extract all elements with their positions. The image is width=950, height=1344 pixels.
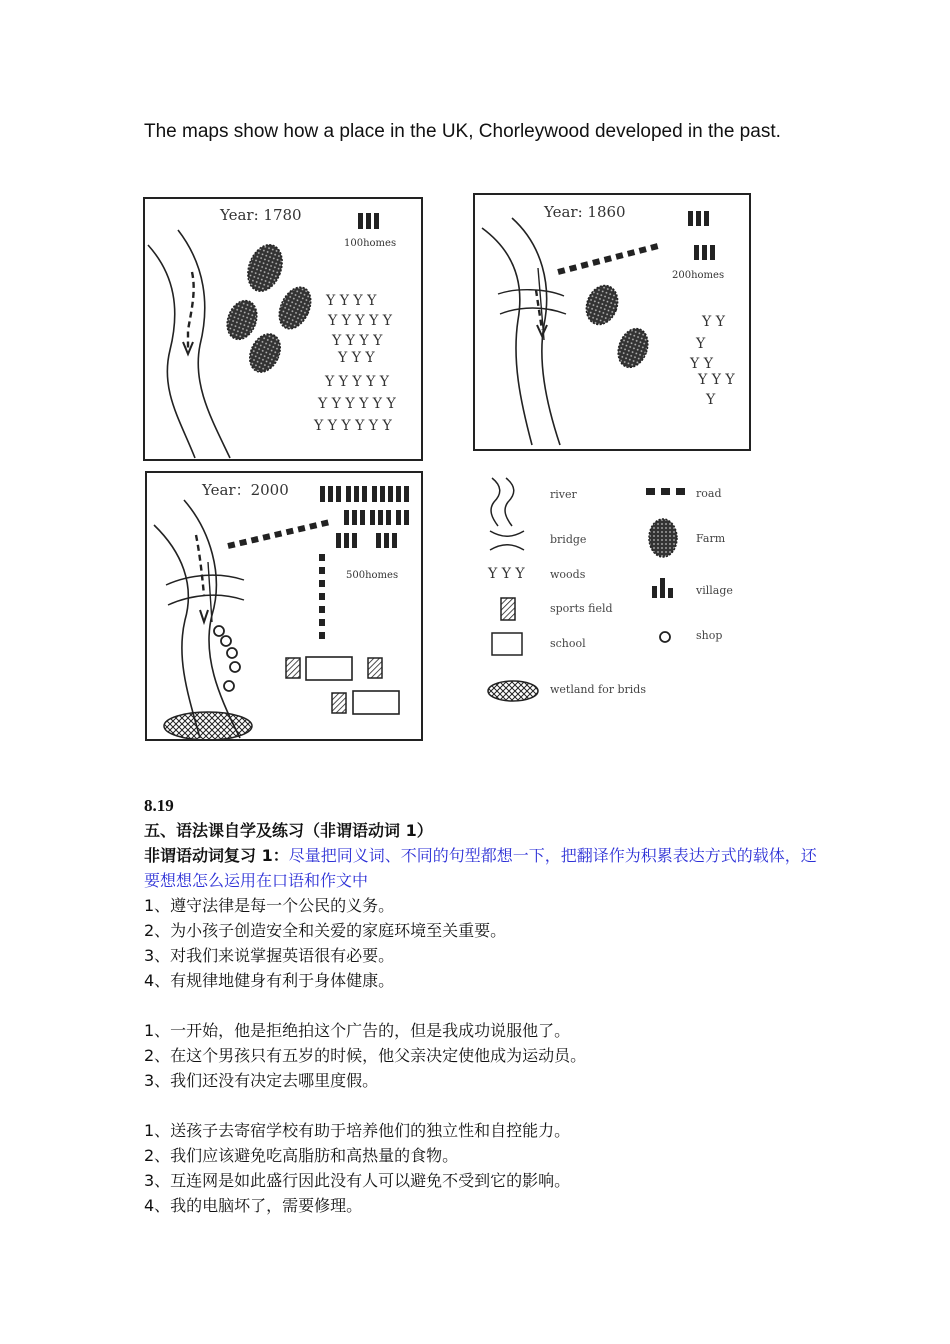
svg-text:Y Y Y: Y Y Y xyxy=(698,372,735,388)
section-subheading xyxy=(144,843,824,893)
list-item: 4、我的电脑坏了，需要修理。 xyxy=(144,1196,363,1215)
road-icon xyxy=(228,522,330,546)
wetland-icon xyxy=(488,681,538,701)
svg-text:Y: Y xyxy=(706,392,716,408)
list-item: 1、遵守法律是每一个公民的义务。 xyxy=(144,896,395,915)
svg-text:Y Y Y Y Y Y: Y Y Y Y Y Y xyxy=(318,396,396,412)
farm-icon xyxy=(222,240,317,377)
school-icon xyxy=(306,657,399,714)
list-item: 3、对我们来说掌握英语很有必要。 xyxy=(144,946,395,965)
svg-text:Y Y Y Y Y Y: Y Y Y Y Y Y xyxy=(314,418,392,434)
list-item: 1、一开始，他是拒绝拍这个广告的，但是我成功说服他了。 xyxy=(144,1021,571,1040)
map-1860 xyxy=(474,194,750,450)
legend-village: village xyxy=(696,584,733,597)
svg-text:Y Y Y Y: Y Y Y Y xyxy=(332,333,383,349)
list-item: 2、为小孩子创造安全和关爱的家庭环境至关重要。 xyxy=(144,921,507,940)
village-icon xyxy=(652,578,673,598)
school-icon xyxy=(492,633,522,655)
legend-school: school xyxy=(550,637,586,650)
map-1860-homes: 200homes xyxy=(672,270,725,281)
legend-road: road xyxy=(696,487,722,500)
legend-woods: woods xyxy=(550,568,586,581)
legend-wetland: wetland for brids xyxy=(550,683,646,696)
sports-field-icon xyxy=(286,658,382,713)
legend xyxy=(487,478,733,701)
section-heading: 五、语法课自学及练习（非谓语动词 1） xyxy=(144,821,433,840)
intro-text: The maps show how a place in the UK, Chorleywood developed in the past. xyxy=(144,121,781,142)
shop-icon xyxy=(214,626,240,691)
shop-icon xyxy=(660,632,670,642)
map-1780-homes: 100homes xyxy=(344,238,397,249)
road-icon xyxy=(188,272,194,350)
svg-text:Y Y: Y Y xyxy=(690,356,713,372)
sports-field-icon xyxy=(501,598,515,620)
farm-icon xyxy=(649,519,677,557)
road-icon xyxy=(646,488,685,495)
map-1780-year: Year: 1780 xyxy=(220,206,302,224)
bridge-icon xyxy=(490,531,524,550)
exercise-section xyxy=(144,818,824,1218)
svg-text:Y: Y xyxy=(696,336,706,352)
list-item: 4、有规律地健身有利于身体健康。 xyxy=(144,971,395,990)
farm-icon xyxy=(581,281,653,372)
svg-text:Y Y Y Y: Y Y Y Y xyxy=(326,293,377,309)
maps-figure xyxy=(140,190,755,746)
woods-icon xyxy=(689,314,735,408)
wetland-icon xyxy=(164,712,252,740)
map-1860-year: Year: 1860 xyxy=(544,203,626,221)
list-item: 2、在这个男孩只有五岁的时候，他父亲决定使他成为运动员。 xyxy=(144,1046,587,1065)
road-icon xyxy=(558,246,658,272)
map-2000 xyxy=(146,472,422,740)
map-1780 xyxy=(144,198,422,460)
list-item: 2、我们应该避免吃高脂肪和高热量的食物。 xyxy=(144,1146,459,1165)
maps-svg xyxy=(140,190,755,742)
legend-river: river xyxy=(550,488,577,501)
legend-shop: shop xyxy=(696,629,723,642)
list-item: 3、互连网是如此盛行因此没有人可以避免不受到它的影响。 xyxy=(144,1171,571,1190)
svg-text:Y Y Y Y Y: Y Y Y Y Y xyxy=(325,374,390,390)
village-icon xyxy=(688,211,715,260)
bridge-icon xyxy=(166,562,244,622)
list-item: 3、我们还没有决定去哪里度假。 xyxy=(144,1071,379,1090)
woods-icon xyxy=(313,293,396,434)
village-icon xyxy=(358,213,379,229)
svg-text:Y Y Y: Y Y Y xyxy=(338,350,375,366)
legend-bridge: bridge xyxy=(550,533,587,546)
list-item: 1、送孩子去寄宿学校有助于培养他们的独立性和自控能力。 xyxy=(144,1121,571,1140)
woods-icon: Y Y Y xyxy=(488,566,525,582)
legend-farm: Farm xyxy=(696,532,726,545)
svg-text:Y Y Y Y Y: Y Y Y Y Y xyxy=(328,313,393,329)
legend-sports-field: sports field xyxy=(550,602,613,615)
subheading-label: 非谓语动词复习 1： xyxy=(144,846,289,865)
village-icon xyxy=(320,486,409,548)
section-date: 8.19 xyxy=(144,796,174,815)
map-2000-homes: 500homes xyxy=(346,570,399,581)
map-2000-year: Year：2000 xyxy=(202,481,289,499)
river-icon xyxy=(491,478,514,526)
subheading-instruction: 尽量把同义词、不同的句型都想一下，把翻译作为积累表达方式的载体，还要想想怎么运用在口语和作文中 xyxy=(144,846,817,890)
river-icon xyxy=(482,218,560,445)
svg-text:Y Y: Y Y xyxy=(702,314,725,330)
bridge-icon xyxy=(498,268,566,340)
